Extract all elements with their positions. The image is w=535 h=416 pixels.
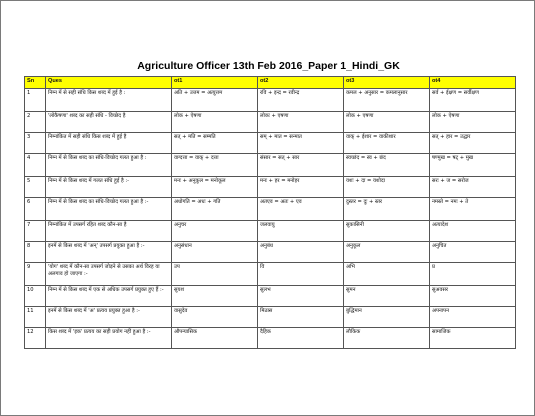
option2-cell: मिठास (258, 307, 344, 328)
sn-cell: 1 (25, 89, 46, 112)
option1-cell: वासुदेव (172, 307, 258, 328)
option1-cell: सत् + मति = सम्मति (172, 133, 258, 154)
header-ques: Ques (46, 77, 172, 89)
sn-cell: 9 (25, 263, 46, 286)
option1-cell: लोक + ऐषणा (172, 112, 258, 133)
sn-cell: 2 (25, 112, 46, 133)
question-cell: निम्न में से किस शब्द में गलत संधि हुई है :- (46, 177, 172, 198)
option4-cell: षण्मुख = षट् + मुख (430, 154, 516, 177)
option3-cell: स्वच्छंद = स्व + छंद (344, 154, 430, 177)
question-cell: निम्न में से किस शब्द में एक से अधिक उपसर्ग प्रयुक्त हुए हैं :- (46, 286, 172, 307)
question-table (24, 76, 516, 349)
option2-cell: अनुबंध (258, 242, 344, 263)
header-ot3: ot3 (344, 77, 430, 89)
header-ot1: ot1 (172, 77, 258, 89)
question-cell: किस शब्द में 'इक' प्रत्यय का सही प्रयोग नहीं हुआ है :- (46, 328, 172, 349)
sn-cell: 12 (25, 328, 46, 349)
sn-cell: 8 (25, 242, 46, 263)
option4-cell: सत् + हार = उद्धार (430, 133, 516, 154)
sn-cell: 11 (25, 307, 46, 328)
option4-cell: लोक + ऐषणा (430, 112, 516, 133)
option4-cell: सर्व + ईक्षण = सर्वीक्षण (430, 89, 516, 112)
option2-cell: जलवायु (258, 221, 344, 242)
sn-cell: 7 (25, 221, 46, 242)
table-row (25, 221, 516, 242)
header-sn: Sn (25, 77, 46, 89)
option3-cell: बुद्धिमान (344, 307, 430, 328)
option3-cell: कमल + अनुसार = कमलानुसार (344, 89, 430, 112)
table-row (25, 328, 516, 349)
sn-cell: 3 (25, 133, 46, 154)
option2-cell: सम् + मात = सन्मात (258, 133, 344, 154)
option4-cell: प्र (430, 263, 516, 286)
header-ot2: ot2 (258, 77, 344, 89)
option2-cell: अतएव = अतः + एव (258, 198, 344, 221)
option1-cell: औपन्यासिक (172, 328, 258, 349)
table-row (25, 177, 516, 198)
option4-cell: अत्यादेश (430, 221, 516, 242)
option1-cell: मनः + अनुकूल = मनोकूल (172, 177, 258, 198)
option1-cell: अधोगति = अधः + गति (172, 198, 258, 221)
option1-cell: वाग्दत्ता = वाक् + दत्ता (172, 154, 258, 177)
header-row (25, 77, 516, 89)
option1-cell: उप (172, 263, 258, 286)
option2-cell: वि (258, 263, 344, 286)
option1-cell: अति + उत्तम = अत्युत्तम (172, 89, 258, 112)
question-cell: निम्न में से सही संधि किस शब्द में हुई है : (46, 89, 172, 112)
table-row (25, 154, 516, 177)
table-row (25, 307, 516, 328)
table-row (25, 89, 516, 112)
question-cell: इनमें से किस शब्द में 'अन्' उपसर्ग प्रयुक्त हुआ है :- (46, 242, 172, 263)
option4-cell: सुअवसर (430, 286, 516, 307)
option3-cell: लौकिक (344, 328, 430, 349)
option3-cell: सुकासिनी (344, 221, 430, 242)
option2-cell: दैहिक (258, 328, 344, 349)
question-cell: 'योग' शब्द में कौन-सा उपसर्ग जोड़ने से उसका अर्थ विरह या अलगाव हो जाएगा :- (46, 263, 172, 286)
option3-cell: वाक् + ईशार = वाकीशार (344, 133, 430, 154)
option2-cell: मनः + हर = मनोहर (258, 177, 344, 198)
document-title: Agriculture Officer 13th Feb 2016_Paper 1_Hindi_GK (137, 60, 400, 72)
table-row (25, 112, 516, 133)
option4-cell: नमस्ते = नमः + ते (430, 198, 516, 221)
question-cell: निम्न में से किस शब्द का संधि-विच्छेद गलत हुआ है : (46, 154, 172, 177)
option3-cell: अनुकूल (344, 242, 430, 263)
option2-cell: संसार = सत् + सार (258, 154, 344, 177)
option3-cell: यशः + दा = यशोदा (344, 177, 430, 198)
option1-cell: सुयश (172, 286, 258, 307)
sn-cell: 6 (25, 198, 46, 221)
option2-cell: सुलभ (258, 286, 344, 307)
sn-cell: 10 (25, 286, 46, 307)
question-cell: 'लोकैषणा' शब्द का सही संधि - विच्छेद है (46, 112, 172, 133)
option3-cell: सुमन (344, 286, 430, 307)
option3-cell: लोक + एषणा (344, 112, 430, 133)
table-row (25, 286, 516, 307)
question-cell: निम्नांकित में उपसर्ग रहित शब्द कौन-सा है (46, 221, 172, 242)
option3-cell: अभि (344, 263, 430, 286)
table-row (25, 263, 516, 286)
question-cell: इनमें से किस शब्द में 'अ' प्रत्यय प्रयुक्त हुआ है :- (46, 307, 172, 328)
header-ot4: ot4 (430, 77, 516, 89)
sn-cell: 5 (25, 177, 46, 198)
option4-cell: अपनापन (430, 307, 516, 328)
question-cell: निम्नांकित में सही संधि किस शब्द में हुई है (46, 133, 172, 154)
table-row (25, 133, 516, 154)
question-cell: निम्न में से किस शब्द का संधि-विच्छेद गलत हुआ है :- (46, 198, 172, 221)
option4-cell: सामाजिक (430, 328, 516, 349)
table-row (25, 198, 516, 221)
option2-cell: रवि + इन्द्र = रवीन्द्र (258, 89, 344, 112)
option3-cell: दुस्तर = दुः + स्तर (344, 198, 430, 221)
option4-cell: अनुचित (430, 242, 516, 263)
option2-cell: लोकः + एषणा (258, 112, 344, 133)
table-row (25, 242, 516, 263)
sn-cell: 4 (25, 154, 46, 177)
option1-cell: अनुसंधान (172, 242, 258, 263)
option1-cell: अनुचर (172, 221, 258, 242)
option4-cell: सरः + ज = सरोज (430, 177, 516, 198)
